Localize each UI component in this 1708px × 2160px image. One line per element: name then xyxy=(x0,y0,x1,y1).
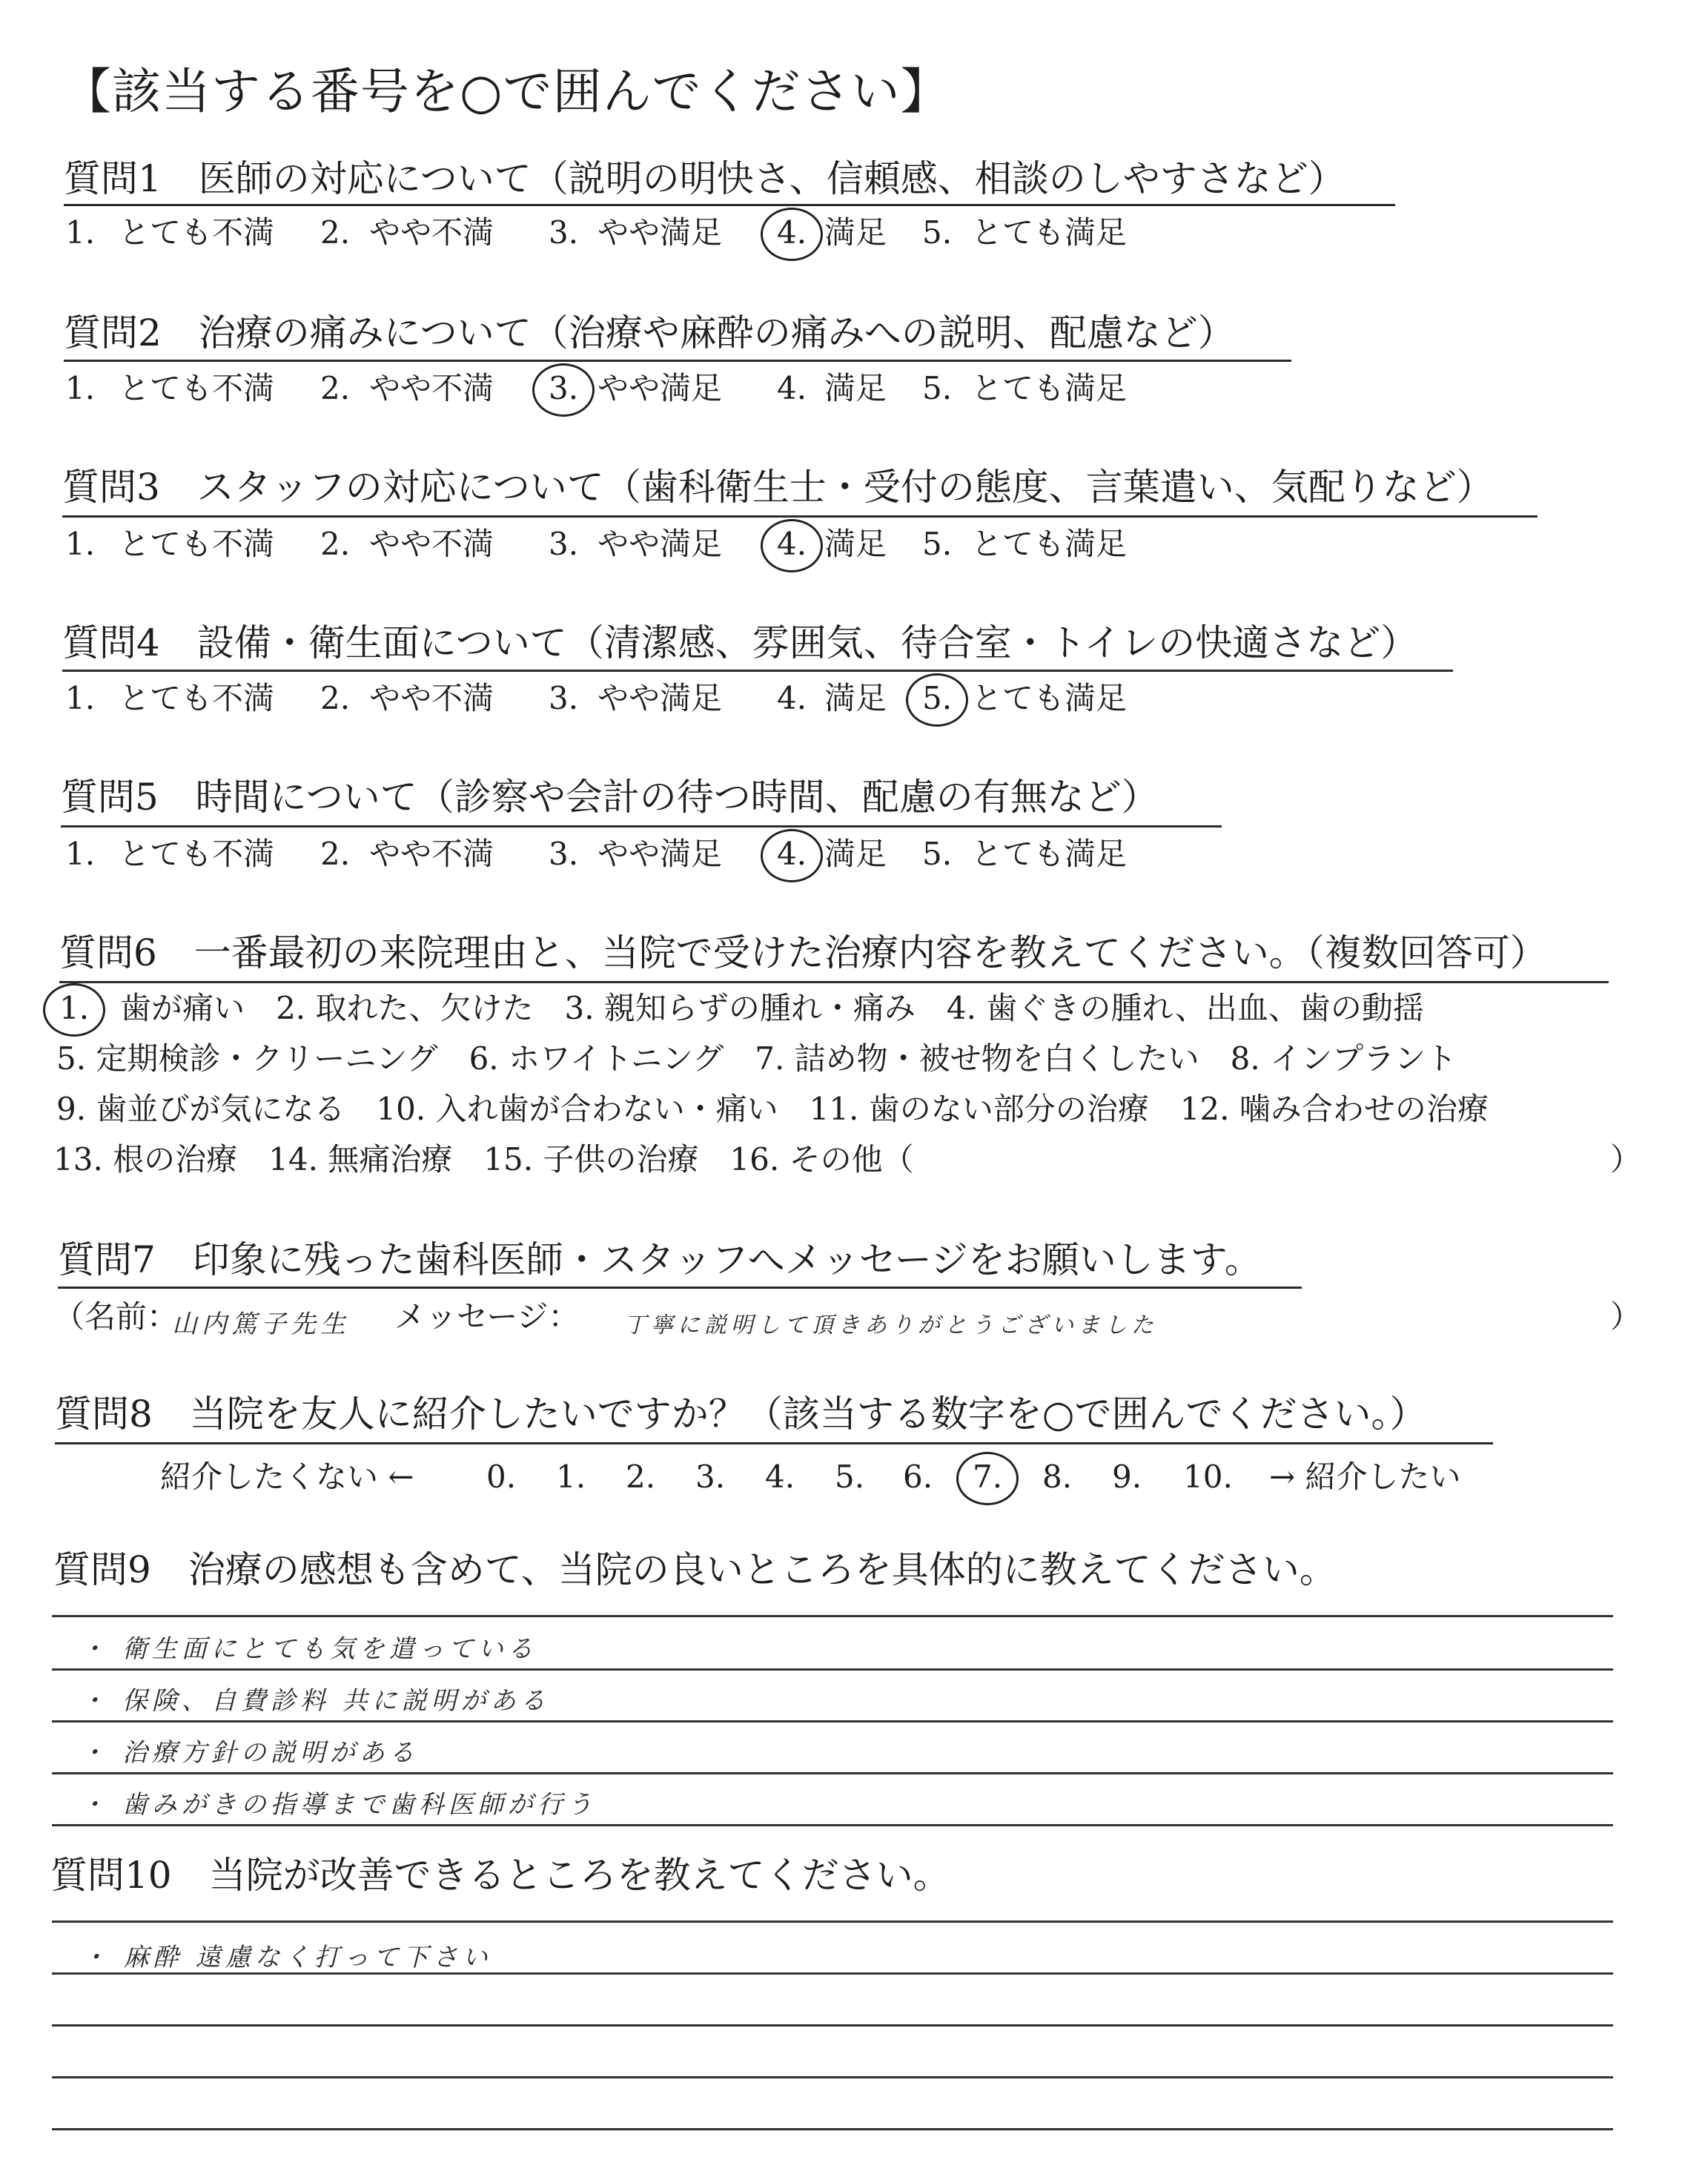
q2-option-label-4[interactable]: 満足 xyxy=(824,370,887,406)
q9-answer-1: ・ 衛生面にとても気を遣っている xyxy=(80,1634,537,1664)
q7-underline xyxy=(58,1287,1302,1289)
q9-rule-2 xyxy=(52,1668,1613,1671)
q6-other-close: ） xyxy=(1610,1141,1642,1178)
q5-selected-circle xyxy=(761,829,823,882)
q9-answer-3: ・ 治療方針の説明がある xyxy=(80,1738,419,1768)
q3-option-label-3[interactable]: やや満足 xyxy=(598,526,723,562)
q8-scale-0[interactable]: 0. xyxy=(486,1459,517,1495)
q8-scale-1[interactable]: 1. xyxy=(556,1459,586,1495)
q5-option-label-1[interactable]: とても不満 xyxy=(119,836,275,872)
q7-message-label: メッセージ： xyxy=(394,1298,580,1335)
q2-option-number-5[interactable]: 5. xyxy=(922,370,953,406)
q5-option-number-1[interactable]: 1. xyxy=(65,836,96,872)
q1-option-number-4[interactable]: 4. xyxy=(777,214,807,251)
q6-title: 質問6 一番最初の来院理由と、当院で受けた治療内容を教えてください。（複数回答可） xyxy=(59,931,1547,974)
q1-title: 質問1 医師の対応について（説明の明快さ、信頼感、相談のしやすさなど） xyxy=(64,157,1345,200)
q1-option-number-5[interactable]: 5. xyxy=(922,214,953,251)
form-heading: 【該当する番号を○で囲んでください】 xyxy=(62,63,950,120)
q3-option-number-3[interactable]: 3. xyxy=(549,526,579,562)
q8-scale-9[interactable]: 9. xyxy=(1112,1459,1142,1495)
q4-option-label-3[interactable]: やや満足 xyxy=(598,680,723,716)
q8-scale-3[interactable]: 3. xyxy=(695,1459,726,1495)
q4-selected-circle xyxy=(906,673,968,727)
q2-option-number-2[interactable]: 2. xyxy=(320,370,351,406)
q1-option-label-1[interactable]: とても不満 xyxy=(119,214,275,251)
q5-title: 質問5 時間について（診察や会計の待つ時間、配慮の有無など） xyxy=(61,776,1159,819)
q8-underline xyxy=(55,1442,1493,1444)
q5-option-number-5[interactable]: 5. xyxy=(922,836,953,872)
q4-underline xyxy=(62,670,1453,672)
q1-underline xyxy=(64,204,1395,206)
q1-selected-circle xyxy=(761,208,823,261)
q9-rule-3 xyxy=(52,1720,1613,1723)
q5-option-label-2[interactable]: やや不満 xyxy=(369,836,494,872)
q9-rule-4 xyxy=(52,1772,1613,1774)
q1-option-label-2[interactable]: やや不満 xyxy=(369,214,494,251)
q1-option-label-3[interactable]: やや満足 xyxy=(598,214,723,251)
q2-option-label-5[interactable]: とても満足 xyxy=(971,370,1128,406)
q7-name-value: 山内篤子先生 xyxy=(172,1309,350,1339)
q10-rule-3 xyxy=(52,2024,1613,2027)
q2-option-number-1[interactable]: 1. xyxy=(65,370,96,406)
q9-title: 質問9 治療の感想も含めて、当院の良いところを具体的に教えてください。 xyxy=(53,1548,1337,1591)
q4-title: 質問4 設備・衛生面について（清潔感、雰囲気、待合室・トイレの快適さなど） xyxy=(62,621,1418,664)
q9-rule-1 xyxy=(52,1615,1613,1617)
q6-row-4: 13. 根の治療 14. 無痛治療 15. 子供の治療 16. その他（ xyxy=(53,1141,914,1178)
q3-option-label-2[interactable]: やや不満 xyxy=(369,526,494,562)
q10-rule-5 xyxy=(52,2128,1613,2130)
q8-title: 質問8 当院を友人に紹介したいですか？（該当する数字を○で囲んでください。） xyxy=(55,1393,1427,1436)
q6-underline xyxy=(59,981,1609,983)
q1-option-number-3[interactable]: 3. xyxy=(549,214,579,251)
q8-scale-4[interactable]: 4. xyxy=(765,1459,795,1495)
q2-title: 質問2 治療の痛みについて（治療や麻酔の痛みへの説明、配慮など） xyxy=(64,311,1235,354)
q1-option-number-2[interactable]: 2. xyxy=(320,214,351,251)
q7-message-value: 丁寧に説明して頂きありがとうございました xyxy=(624,1312,1158,1338)
q2-option-label-1[interactable]: とても不満 xyxy=(119,370,275,406)
q6-row-1: 1. 歯が痛い 2. 取れた、欠けた 3. 親知らずの腫れ・痛み 4. 歯ぐきの腫れ、出血、歯の動揺 xyxy=(59,990,1424,1026)
q3-option-number-5[interactable]: 5. xyxy=(922,526,953,562)
q8-scale-5[interactable]: 5. xyxy=(835,1459,865,1495)
q2-option-label-3[interactable]: やや満足 xyxy=(598,370,723,406)
q8-selected-circle xyxy=(956,1452,1019,1505)
q3-option-number-1[interactable]: 1. xyxy=(65,526,96,562)
q3-option-number-4[interactable]: 4. xyxy=(777,526,807,562)
q7-close: ） xyxy=(1610,1298,1642,1335)
q3-selected-circle xyxy=(761,519,823,572)
q5-option-label-4[interactable]: 満足 xyxy=(824,836,887,872)
q8-scale-2[interactable]: 2. xyxy=(626,1459,656,1495)
q10-answer-1: ・ 麻酔 遠慮なく打って下さい xyxy=(82,1943,492,1972)
q10-rule-1 xyxy=(52,1920,1613,1923)
q2-selected-circle xyxy=(532,363,595,417)
q3-option-number-2[interactable]: 2. xyxy=(320,526,351,562)
q5-option-number-2[interactable]: 2. xyxy=(320,836,351,872)
q3-option-label-1[interactable]: とても不満 xyxy=(119,526,275,562)
q2-option-label-2[interactable]: やや不満 xyxy=(369,370,494,406)
q9-answer-4: ・ 歯みがきの指導まで歯科医師が行う xyxy=(80,1790,597,1820)
q5-option-number-4[interactable]: 4. xyxy=(777,836,807,872)
q6-selected-circle xyxy=(43,983,105,1037)
q4-option-number-3[interactable]: 3. xyxy=(549,680,579,716)
q8-scale-8[interactable]: 8. xyxy=(1042,1459,1073,1495)
q4-option-number-1[interactable]: 1. xyxy=(65,680,96,716)
q7-title: 質問7 印象に残った歯科医師・スタッフへメッセージをお願いします。 xyxy=(58,1238,1262,1281)
q2-option-number-3[interactable]: 3. xyxy=(549,370,579,406)
q4-option-label-1[interactable]: とても不満 xyxy=(119,680,275,716)
q3-option-label-5[interactable]: とても満足 xyxy=(971,526,1128,562)
q5-underline xyxy=(61,825,1222,828)
q5-option-number-3[interactable]: 3. xyxy=(549,836,579,872)
q1-option-label-5[interactable]: とても満足 xyxy=(971,214,1128,251)
q4-option-label-4[interactable]: 満足 xyxy=(824,680,887,716)
q4-option-number-4[interactable]: 4. xyxy=(777,680,807,716)
q7-name-label: （名前： xyxy=(53,1298,179,1335)
q1-option-number-1[interactable]: 1. xyxy=(65,214,96,251)
q9-answer-2: ・ 保険、自費診料 共に説明がある xyxy=(80,1686,550,1716)
q4-option-label-5[interactable]: とても満足 xyxy=(971,680,1128,716)
q10-rule-4 xyxy=(52,2076,1613,2078)
q5-option-label-5[interactable]: とても満足 xyxy=(971,836,1128,872)
q8-scale-6[interactable]: 6. xyxy=(903,1459,933,1495)
q10-title: 質問10 当院が改善できるところを教えてください。 xyxy=(50,1854,950,1897)
q8-scale-7[interactable]: 7. xyxy=(973,1459,1003,1495)
q2-option-number-4[interactable]: 4. xyxy=(777,370,807,406)
q9-rule-5 xyxy=(52,1824,1613,1826)
q3-title: 質問3 スタッフの対応について（歯科衛生士・受付の態度、言葉遣い、気配りなど） xyxy=(62,466,1494,509)
q2-underline xyxy=(64,360,1291,362)
q3-option-label-4[interactable]: 満足 xyxy=(824,526,887,562)
q4-option-label-2[interactable]: やや不満 xyxy=(369,680,494,716)
q5-option-label-3[interactable]: やや満足 xyxy=(598,836,723,872)
q8-scale-10[interactable]: 10. xyxy=(1183,1459,1233,1495)
q3-underline xyxy=(62,515,1537,518)
q4-option-number-2[interactable]: 2. xyxy=(320,680,351,716)
q8-left-label: 紹介したくない ← xyxy=(160,1459,414,1495)
q6-row-2: 5. 定期検診・クリーニング 6. ホワイトニング 7. 詰め物・被せ物を白くしたい 8. インプラント xyxy=(56,1040,1457,1077)
q1-option-label-4[interactable]: 満足 xyxy=(824,214,887,251)
q4-option-number-5[interactable]: 5. xyxy=(922,680,953,716)
q8-right-label: → 紹介したい xyxy=(1269,1459,1461,1495)
q6-row-3: 9. 歯並びが気になる 10. 入れ歯が合わない・痛い 11. 歯のない部分の治療 12. 噛み合わせの治療 xyxy=(56,1091,1489,1127)
